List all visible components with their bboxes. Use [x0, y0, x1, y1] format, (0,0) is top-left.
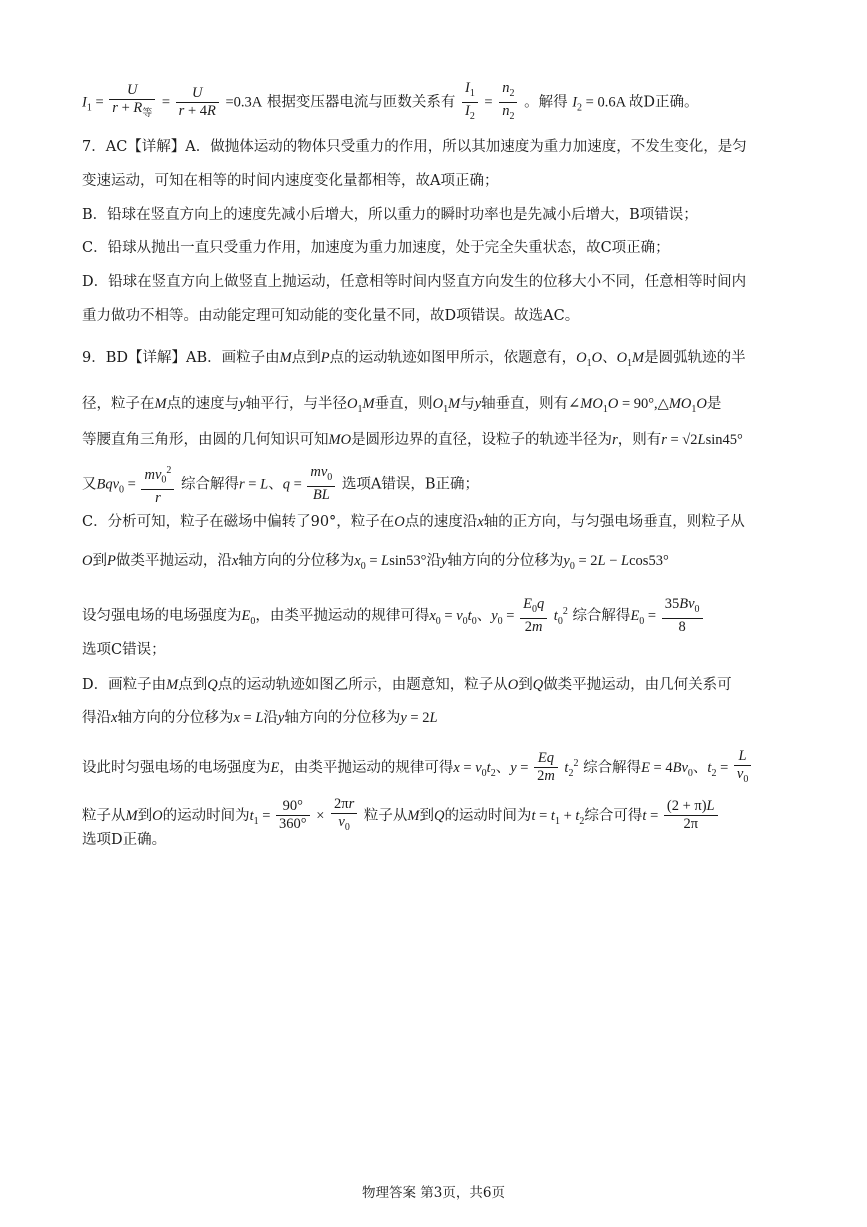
answer-9-header: 9．BD【详解】AB．画粒子由M点到P点的运动轨迹如图甲所示，依题意有，$O_1O$、$O_1M$是圆弧轨迹的半: [82, 350, 746, 369]
answer-9-option-d-line4: 粒子从M到O的运动时间为$t_1$ = $\frac{90^\circ}{360^\circ}$ × $\frac{2\pi r}{v_0}$ 粒子从M到Q的运动时间为$t = t_1 + t_2$综合可得t = $\frac{(2 + \pi)L}{2\pi}$: [82, 796, 720, 836]
answer-7-option-d-line1: D．铅球在竖直方向上做竖直上抛运动，任意相等时间内竖直方向发生的位移大小不同，任意相等时间内: [82, 274, 747, 290]
answer-9-line4: 又Bqv$_0$ = $\frac{mv_0^2}{r}$ 综合解得r = L、q = $\frac{mv_0}{BL}$ 选项A错误，B正确；: [82, 462, 479, 507]
answer-9-option-c-line2: O到P做类平抛运动，沿x轴方向的分位移为$x_0 = Lsin53^\circ$沿y轴方向的分位移为$y_0 = 2L - Lcos53^\circ$: [82, 553, 669, 572]
answer-9-option-c-line1: C．分析可知，粒子在磁场中偏转了90°，粒子在O点的速度沿x轴的正方向，与匀强电场垂直，则粒子从: [82, 514, 745, 530]
answer-9-line3: 等腰直角三角形，由圆的几何知识可知MO是圆形边界的直径，设粒子的轨迹半径为r，则有r = √2Lsin45°: [82, 432, 743, 448]
answer-9-option-c-line3: 设匀强电场的电场强度为$E_0$，由类平抛运动的规律可得$x_0 = v_0t_0$、$y_0$ = $\frac{E_0q}{2m}$ $t_0^2$ 综合解得$E_0$ = $\frac{35Bv_0}{8}$: [82, 596, 705, 636]
answer-7-continuation: 变速运动，可知在相等的时间内速度变化量都相等，故A项正确；: [82, 173, 499, 189]
answer-7-option-b: B．铅球在竖直方向上的速度先减小后增大，所以重力的瞬时功率也是先减小后增大，B项错误；: [82, 207, 698, 223]
answer-line-6-current: $I_1$ = $\frac{U}{r + R_等}$ = $\frac{U}{r + 4R}$ =0.3A 根据变压器电流与匝数关系有 $\frac{I_1}{I_2}$ = $\frac{n_2}{n_2}$ 。解得 $I_2 = 0.6A$ 故D正确。: [82, 80, 699, 122]
answer-9-option-d-line2: 得沿x轴方向的分位移为x = L沿y轴方向的分位移为y = 2L: [82, 710, 438, 726]
answer-9-option-d-line5: 选项D正确。: [82, 832, 167, 848]
answer-7-header: 7．AC【详解】A．做抛体运动的物体只受重力的作用，所以其加速度为重力加速度，不发生变化，是匀: [82, 139, 747, 155]
answer-9-option-d-line1: D．画粒子由M点到Q点的运动轨迹如图乙所示，由题意知，粒子从O到Q做类平抛运动，由几何关系可: [82, 677, 732, 693]
answer-7-option-c: C．铅球从抛出一直只受重力作用，加速度为重力加速度，处于完全失重状态，故C项正确；: [82, 240, 670, 256]
answer-9-option-c-line4: 选项C错误；: [82, 642, 166, 658]
answer-7-option-d-line2: 重力做功不相等。由动能定理可知动能的变化量不同，故D项错误。故选AC。: [82, 308, 580, 324]
answer-9-option-d-line3: 设此时匀强电场的电场强度为E，由类平抛运动的规律可得$x = v_0t_2$、y = $\frac{Eq}{2m}$ $t_2^2$ 综合解得$E = 4Bv_0$、$t_2$ = $\frac{L}{v_0}$: [82, 748, 753, 788]
page-footer: 物理答案 第3页，共6页: [362, 1185, 505, 1201]
answer-9-line2: 径，粒子在M点的速度与y轴平行，与半径$O_1M$垂直，则$O_1M$与y轴垂直，则有$\angle MO_1O$ = $90^\circ,\triangle MO_1O$是: [82, 396, 722, 415]
